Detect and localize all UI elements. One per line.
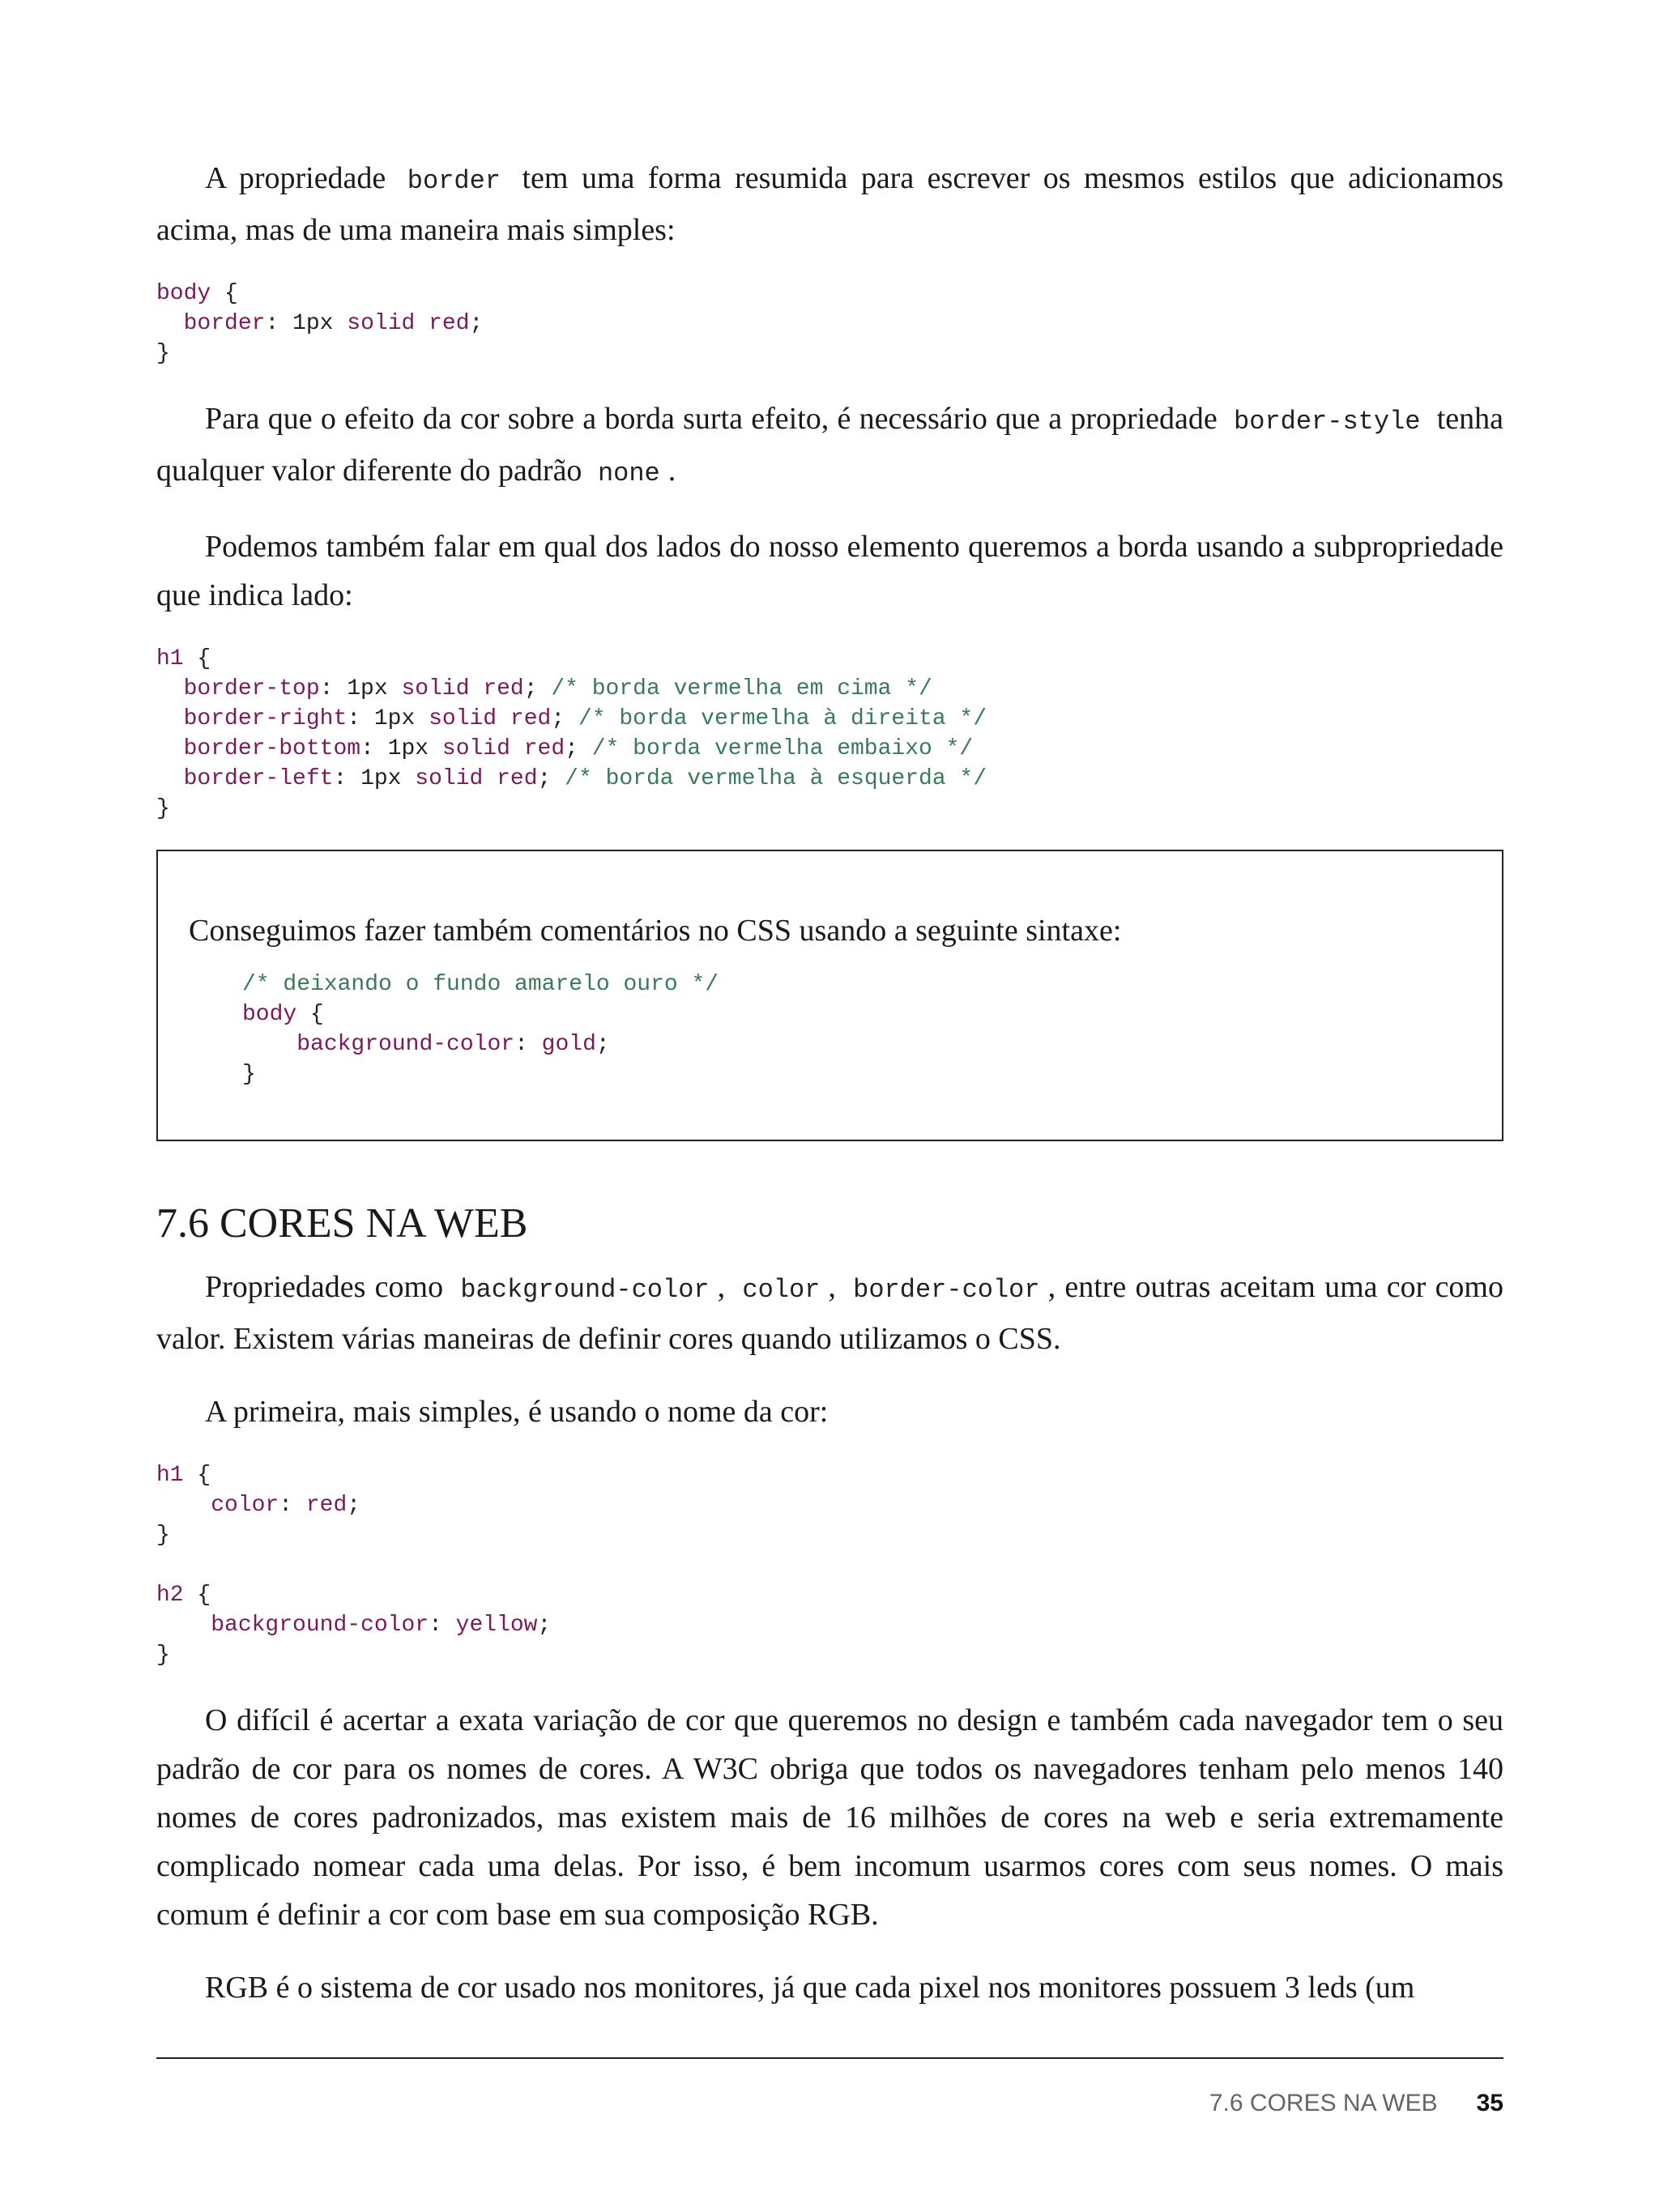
paragraph-color-properties [156, 1263, 1503, 1363]
code-value: yellow [455, 1613, 538, 1638]
paragraph-border-style [156, 394, 1503, 498]
text: , entre outras aceitam uma cor como valor. Existem várias maneiras de definir cores quando utilizamos o CSS. [156, 1270, 1503, 1356]
page-number: 35 [1476, 2090, 1503, 2116]
text: Para que o efeito da cor sobre a borda surta efeito, é necessário que a propriedade [205, 402, 1218, 436]
code-value: 1px [387, 736, 429, 761]
paragraph-sides: Podemos também falar em qual dos lados do nosso elemento queremos a borda usando a subpropriedade que indica lado: [156, 530, 1503, 612]
code-block-color-names: h1 { color: red; } h2 { background-color: yellow; } [156, 1463, 552, 1668]
inline-code-border-color: border-color [853, 1275, 1040, 1305]
code-property: border-right [183, 706, 348, 731]
code-property: background-color [211, 1613, 429, 1638]
code-selector: h1 [156, 1463, 184, 1488]
code-value: red [305, 1493, 348, 1518]
code-property: border [183, 311, 266, 336]
text: Propriedades como [205, 1270, 444, 1304]
code-block-sides: h1 { border-top: 1px solid red; /* borda vermelha em cima */ border-right: 1px solid red; /* borda vermelha à direita */ border-bottom: 1px solid red; /* borda vermelha embaixo */ border-left: 1px solid red; /* borda vermelha à esquerda */ } [156, 646, 987, 821]
paragraph-border-shorthand [156, 154, 1503, 254]
code-block-border: body { border: 1px solid red; } [156, 281, 484, 366]
inline-code-border: border [407, 166, 501, 196]
code-value: 1px [373, 706, 416, 731]
code-selector: body [242, 1002, 297, 1027]
footer-chapter: 7.6 CORES NA WEB [1209, 2090, 1438, 2116]
code-value: solid [441, 736, 510, 761]
code-value: red [429, 311, 470, 336]
code-value: 1px [347, 676, 388, 701]
code-comment: /* borda vermelha à direita */ [578, 706, 987, 731]
code-punct: } [156, 341, 170, 366]
text: , [828, 1270, 836, 1304]
text: tem uma forma resumida para escrever os mesmos estilos que adicionamos acima, mas de uma maneira mais simples: [156, 161, 1504, 247]
code-value: red [497, 766, 538, 791]
code-punct: { [211, 281, 238, 306]
text: . [667, 454, 676, 488]
code-comment: /* deixando o fundo amarelo ouro */ [242, 972, 719, 997]
text: , [717, 1270, 726, 1304]
code-selector: h2 [156, 1583, 184, 1608]
code-value: solid [429, 706, 497, 731]
footer-rule [156, 2057, 1503, 2059]
paragraph-color-difficulty: O difícil é acertar a exata variação de cor que queremos no design e também cada navegador tem o seu padrão de cor para os nomes de cores. A W3C obriga que todos os navegadores tenham pelo menos 140 nomes de cores padronizados, mas existem mais de 16 milhões de cores na web e seria extremamente complicado nomear cada uma delas. Por isso, é bem incomum usarmos cores com seus nomes. O mais comum é definir a cor com base em sua composição RGB. [156, 1703, 1503, 1932]
code-value: 1px [360, 766, 402, 791]
code-value: red [510, 706, 552, 731]
code-value: solid [401, 676, 470, 701]
inline-code-none: none [597, 458, 660, 488]
page-footer [1209, 2090, 1503, 2117]
note-text: Conseguimos fazer também comentários no CSS usando a seguinte sintaxe: [189, 914, 1122, 948]
code-value: solid [347, 311, 416, 336]
code-selector: h1 [156, 646, 184, 671]
code-property: border-left [183, 766, 334, 791]
section-heading: 7.6 CORES NA WEB [156, 1200, 528, 1247]
note-code-block: /* deixando o fundo amarelo ouro */ body { background-color: gold; } [242, 972, 719, 1087]
inline-code-color: color [742, 1275, 821, 1305]
note-box [156, 850, 1503, 1141]
inline-code-border-style: border-style [1234, 407, 1421, 437]
code-selector: body [156, 281, 211, 306]
code-property: border-top [183, 676, 320, 701]
code-comment: /* borda vermelha em cima */ [551, 676, 932, 701]
code-property: color [211, 1493, 279, 1518]
text: A propriedade [205, 161, 386, 195]
paragraph-color-names: A primeira, mais simples, é usando o nome da cor: [205, 1395, 829, 1429]
code-value: red [523, 736, 565, 761]
text: tenha qualquer valor diferente do padrão [156, 402, 1504, 488]
code-value: red [483, 676, 524, 701]
code-comment: /* borda vermelha embaixo */ [591, 736, 974, 761]
code-comment: /* borda vermelha à esquerda */ [565, 766, 987, 791]
code-value: 1px [292, 311, 334, 336]
code-property: background-color [296, 1032, 515, 1057]
code-value: gold [541, 1032, 596, 1057]
page-content [156, 154, 1503, 2036]
paragraph-rgb: RGB é o sistema de cor usado nos monitores, já que cada pixel nos monitores possuem 3 leds (um [205, 1971, 1415, 2005]
code-property: border-bottom [183, 736, 361, 761]
inline-code-background-color: background-color [460, 1275, 710, 1305]
code-value: solid [415, 766, 484, 791]
